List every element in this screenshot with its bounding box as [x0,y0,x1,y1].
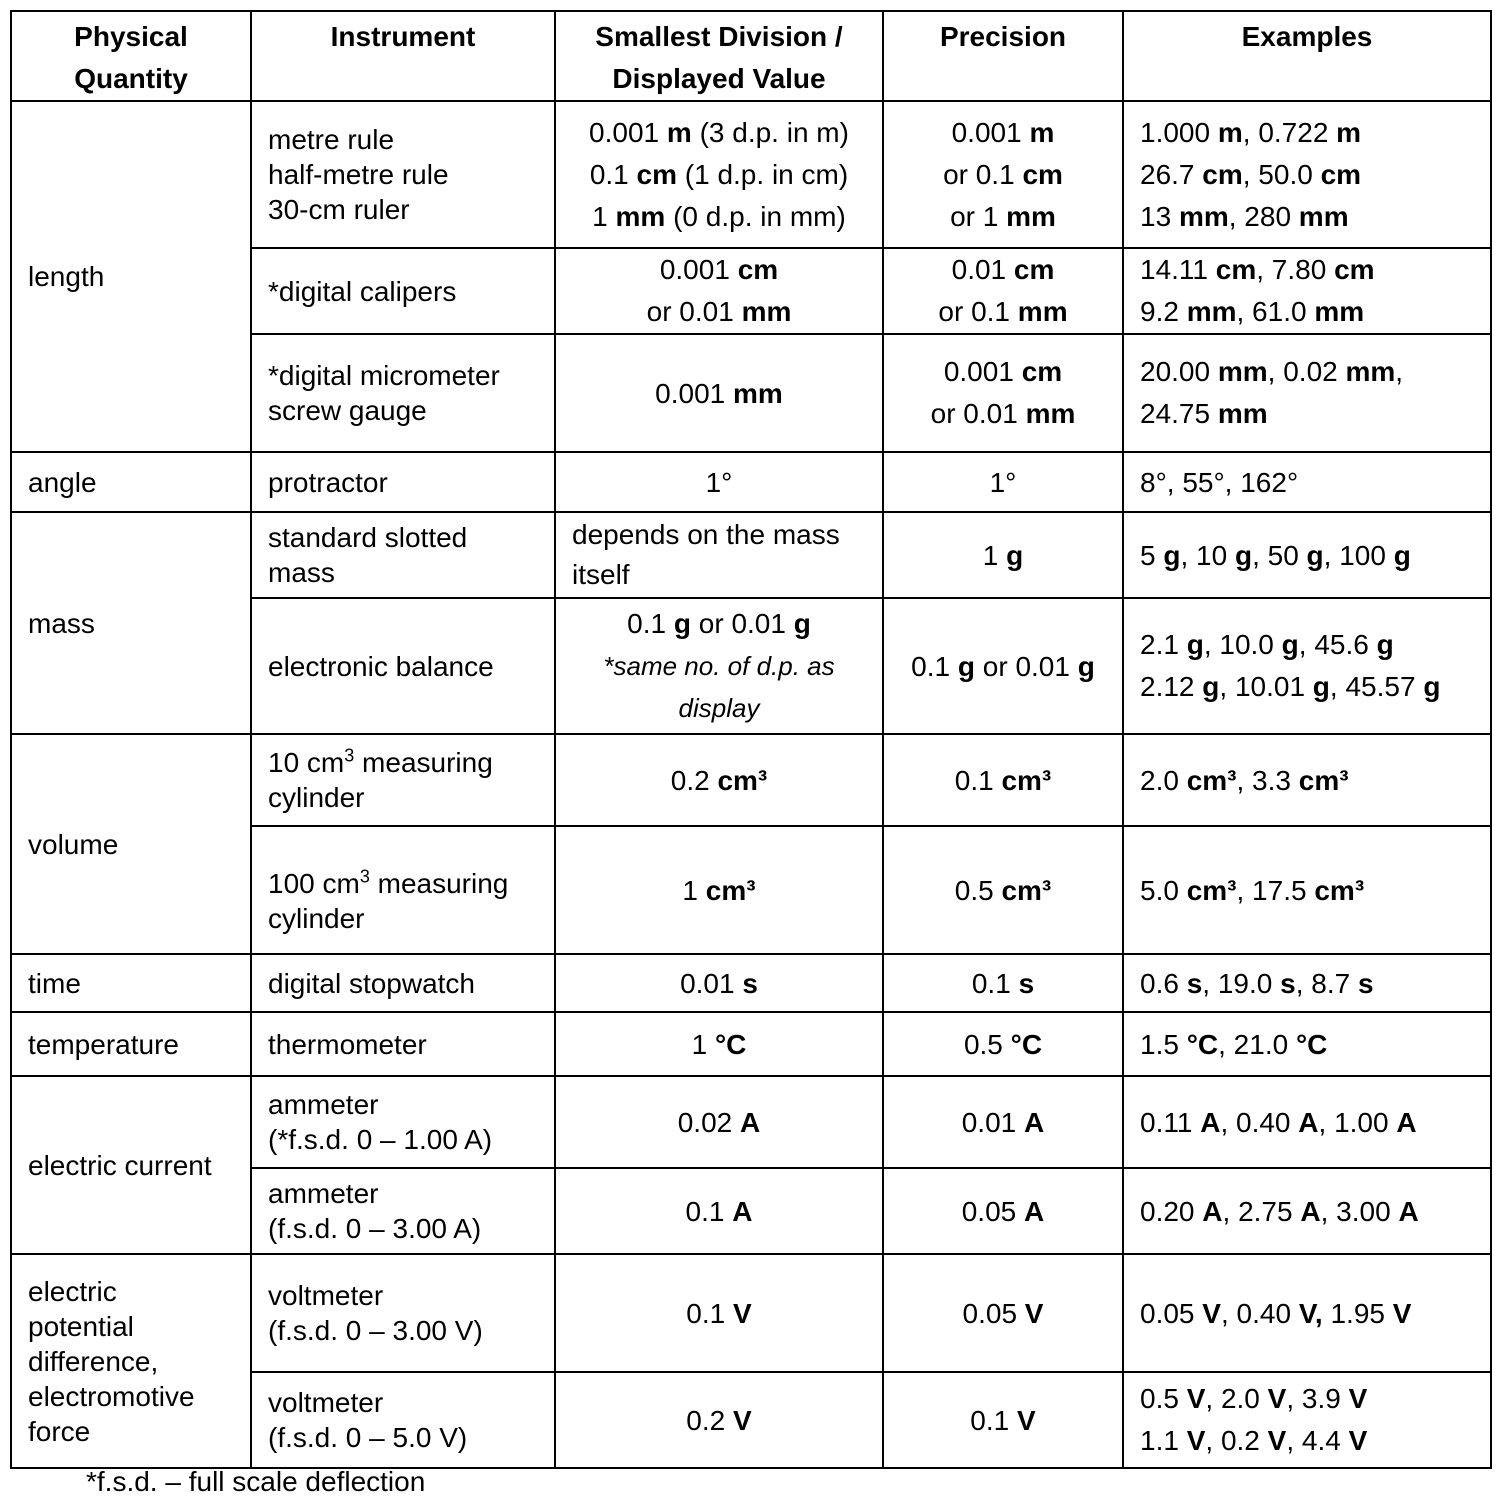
instrument-name: 100 $cm^3$ measuring [268,866,509,899]
table-row-volume-10 [11,734,1491,826]
header-physical-quantity [11,11,251,101]
examples-line: 2.12 g, 10.01 g, 45.57 g [1140,671,1441,702]
division-cell: 0.1 A [555,1168,883,1254]
precision-cell: 0.1 V [883,1372,1123,1468]
division-line: 0.001 cm [659,254,779,285]
division-cell: 0.001 mm [555,334,883,452]
precision-cell: 1 g [883,512,1123,598]
precision-cell: 0.1 g or 0.01 g [883,598,1123,734]
instrument-cell [251,334,555,452]
precision-cell [883,248,1123,334]
division-cell: 0.2 cm³ [555,734,883,826]
examples-cell [1123,334,1491,452]
quantity-label: electric current [28,1149,212,1181]
table-row-mass-slotted [11,512,1491,598]
examples-cell: 1.5 °C, 21.0 °C [1123,1012,1491,1076]
examples-line: 1.1 V, 0.2 V, 4.4 V [1140,1425,1368,1456]
division-cell: 0.1 V [555,1254,883,1372]
header-text: Smallest Division / [595,21,843,52]
division-cell [555,248,883,334]
precision-line: or 0.01 mm [930,398,1076,429]
precision-cell: 0.01 A [883,1076,1123,1168]
instrument-precision-table [10,10,1492,1469]
instrument-name: *digital calipers [268,275,457,307]
quantity-label: mass [28,607,95,639]
table-row-length-rulers [11,101,1491,248]
quantity-label: length [28,261,105,292]
precision-line: or 1 mm [950,200,1056,232]
examples-cell: 8°, 55°, 162° [1123,452,1491,512]
instrument-cell [251,826,555,954]
quantity-cell-volume [11,734,251,954]
division-cell [555,598,883,734]
precision-cell [883,101,1123,248]
examples-line: 0.5 V, 2.0 V, 3.9 V [1140,1383,1368,1414]
table-row-angle [11,452,1491,512]
instrument-cell [251,734,555,826]
instrument-name: (*f.s.d. 0 – 1.00 A) [268,1124,493,1155]
examples-cell: 0.6 s, 19.0 s, 8.7 s [1123,954,1491,1012]
instrument-name: half-metre rule [268,159,449,190]
division-cell: 0.01 s [555,954,883,1012]
header-examples [1123,11,1491,101]
instrument-cell [251,101,555,248]
instrument-name: mass [268,557,335,588]
instrument-cell [251,1168,555,1254]
examples-line: 26.7 cm, 50.0 cm [1140,158,1362,190]
instrument-name: thermometer [268,1028,427,1060]
instrument-name: (f.s.d. 0 – 3.00 V) [268,1315,483,1346]
examples-line: 2.1 g, 10.0 g, 45.6 g [1140,629,1394,660]
precision-cell: 1° [883,452,1123,512]
precision-cell: 0.05 A [883,1168,1123,1254]
instrument-cell [251,248,555,334]
quantity-cell-current [11,1076,251,1254]
precision-line: 0.001 m [951,116,1055,148]
division-line: 0.001 m (3 d.p. in m) [589,116,849,148]
examples-cell: 5 g, 10 g, 50 g, 100 g [1123,512,1491,598]
division-cell: 1 cm³ [555,826,883,954]
examples-line: 9.2 mm, 61.0 mm [1140,296,1365,327]
quantity-label: force [28,1415,91,1447]
instrument-cell [251,1076,555,1168]
instrument-cell [251,954,555,1012]
division-cell: 1 °C [555,1012,883,1076]
examples-cell [1123,101,1491,248]
instrument-name: screw gauge [268,395,427,426]
division-cell: 0.2 V [555,1372,883,1468]
header-text: Displayed Value [612,63,826,94]
division-cell [555,101,883,248]
instrument-name: (f.s.d. 0 – 3.00 A) [268,1213,482,1244]
instrument-name: cylinder [268,903,365,934]
quantity-label: electromotive [28,1380,195,1412]
instrument-name: protractor [268,466,388,498]
examples-line: 13 mm, 280 mm [1140,200,1349,232]
precision-cell: 0.1 s [883,954,1123,1012]
quantity-label: temperature [28,1028,179,1060]
precision-cell: 0.5 °C [883,1012,1123,1076]
instrument-name: metre rule [268,124,395,155]
header-text: Physical [74,21,188,52]
header-text: Instrument [330,21,476,52]
instrument-name: voltmeter [268,1387,384,1418]
precision-cell: 0.05 V [883,1254,1123,1372]
footnote: *f.s.d. – full scale deflection [86,1466,426,1497]
quantity-label: difference, [28,1345,159,1377]
examples-cell [1123,248,1491,334]
precision-line: or 0.1 cm [943,158,1063,190]
examples-cell: 5.0 cm³, 17.5 cm³ [1123,826,1491,954]
instrument-name: electronic balance [268,650,494,682]
instrument-name: digital stopwatch [268,967,476,999]
instrument-cell [251,512,555,598]
instrument-name: 30-cm ruler [268,194,410,225]
instrument-name: 10 $cm^3$ measuring [268,745,493,778]
header-text: Quantity [74,63,188,94]
instrument-cell [251,1012,555,1076]
header-text: Precision [939,21,1067,52]
instrument-name: standard slotted [268,522,468,553]
instrument-cell [251,1254,555,1372]
division-line: 0.1 cm (1 d.p. in cm) [589,158,849,190]
division-line: or 0.01 mm [646,296,792,327]
quantity-label: time [28,967,81,999]
header-precision [883,11,1123,101]
quantity-cell-length [11,101,251,452]
quantity-label: volume [28,828,119,860]
examples-cell: 2.0 cm³, 3.3 cm³ [1123,734,1491,826]
instrument-name: ammeter [268,1089,379,1120]
examples-line: 24.75 mm [1140,398,1268,429]
examples-line: 20.00 mm, 0.02 mm, [1140,356,1404,387]
division-cell: 1° [555,452,883,512]
quantity-cell-mass [11,512,251,734]
table-row-voltage-3v [11,1254,1491,1372]
header-instrument [251,11,555,101]
precision-cell: 0.5 cm³ [883,826,1123,954]
precision-cell [883,334,1123,452]
examples-cell: 0.05 V, 0.40 V, 1.95 V [1123,1254,1491,1372]
examples-cell [1123,1372,1491,1468]
quantity-cell-time [11,954,251,1012]
examples-cell: 0.11 A, 0.40 A, 1.00 A [1123,1076,1491,1168]
instrument-cell [251,452,555,512]
quantity-cell-voltage [11,1254,251,1468]
division-line: 1 mm (0 d.p. in mm) [592,200,846,232]
instrument-name: voltmeter [268,1280,384,1311]
table-row-temperature [11,1012,1491,1076]
examples-cell [1123,598,1491,734]
quantity-label: potential [28,1310,134,1342]
quantity-cell-angle [11,452,251,512]
precision-cell: 0.1 cm³ [883,734,1123,826]
examples-line: 14.11 cm, 7.80 cm [1140,254,1375,285]
header-text: Examples [1241,21,1373,52]
quantity-label: angle [28,466,97,498]
division-cell: depends on the mass itself [555,512,883,598]
precision-line: 0.01 cm [951,254,1055,285]
quantity-label: electric [28,1275,117,1307]
instrument-cell [251,598,555,734]
instrument-name: cylinder [268,782,365,813]
instrument-cell [251,1372,555,1468]
division-cell: 0.02 A [555,1076,883,1168]
instrument-name: *digital micrometer [268,360,500,391]
precision-line: 0.001 cm [943,356,1063,387]
examples-line: 1.000 m, 0.722 m [1140,116,1362,148]
table-row-time [11,954,1491,1012]
header-smallest-division [555,11,883,101]
division-line: 0.1 g or 0.01 g [627,608,811,639]
table-row-current-1a [11,1076,1491,1168]
header-row [11,11,1491,101]
instrument-name: ammeter [268,1178,379,1209]
examples-cell: 0.20 A, 2.75 A, 3.00 A [1123,1168,1491,1254]
instrument-name: (f.s.d. 0 – 5.0 V) [268,1422,468,1453]
quantity-cell-temperature [11,1012,251,1076]
precision-line: or 0.1 mm [938,296,1068,327]
division-note: *same no. of d.p. as display [603,651,835,723]
